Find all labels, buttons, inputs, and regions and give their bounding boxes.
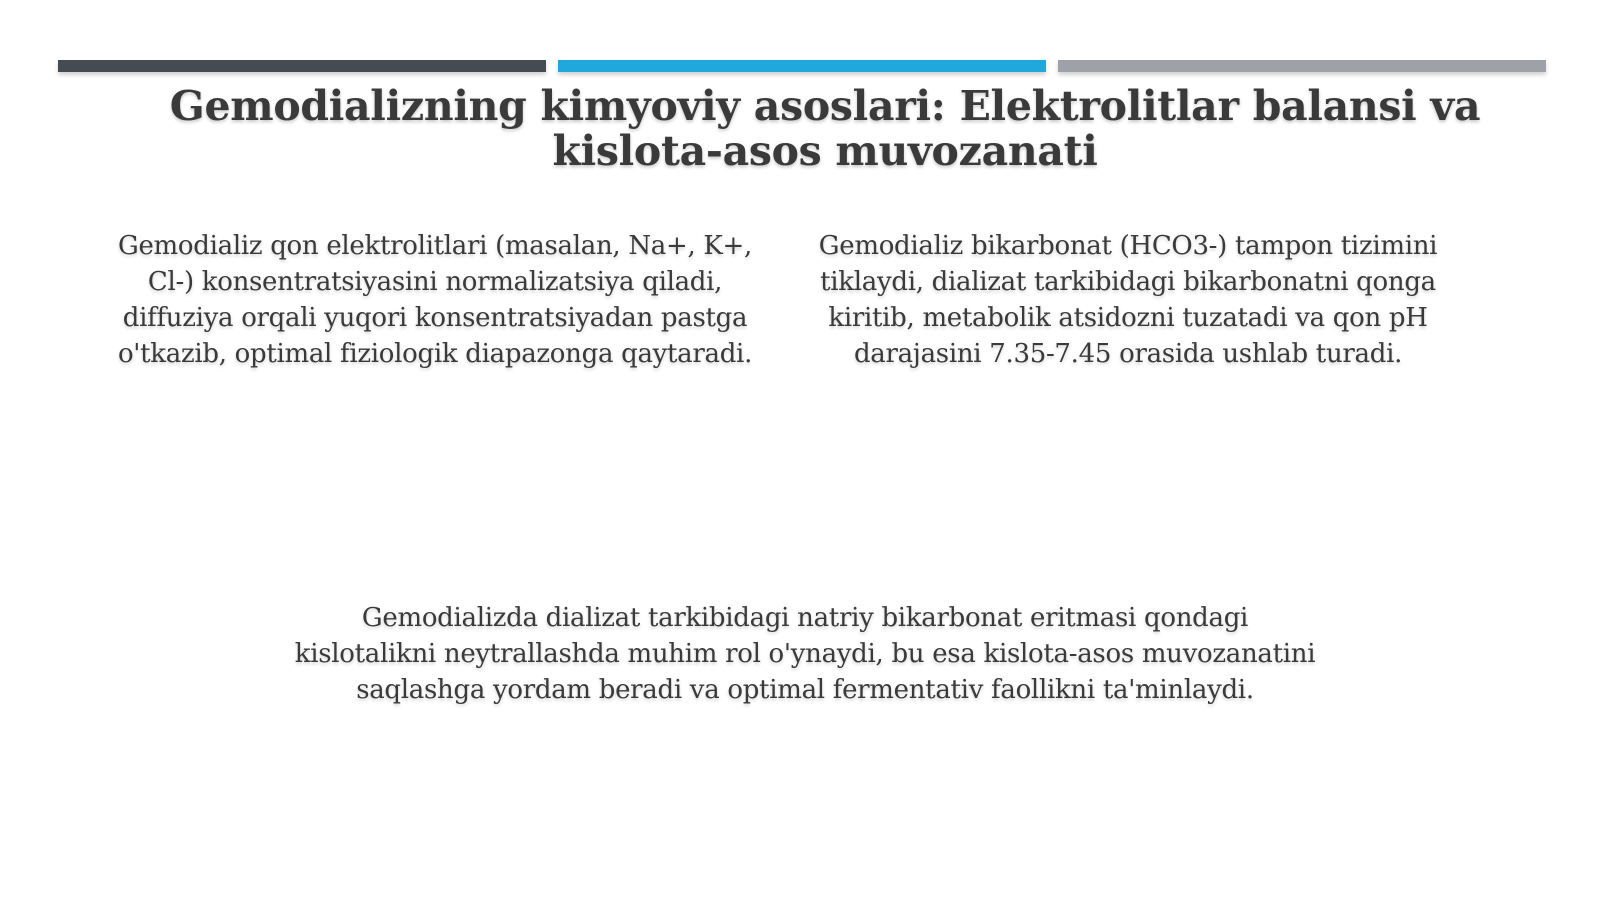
accent-bar-blue bbox=[558, 60, 1046, 72]
acid-base-paragraph: Gemodializda dializat tarkibidagi natriy bikarbonat eritmasi qondagi kislotalikni neytrallashda muhim rol o'ynaydi, bu esa kislota-asos muvozanatini saqlashga yordam beradi va optimal fermentativ faollikni ta'minlaydi. bbox=[294, 603, 1316, 705]
bicarbonate-paragraph: Gemodializ bikarbonat (HCO3-) tampon tizimini tiklaydi, dializat tarkibidagi bikarbonatni qonga kiritib, metabolik atsidozni tuzatadi va qon pH darajasini 7.35-7.45 orasida ushlab turadi. bbox=[818, 231, 1438, 369]
accent-bar-dark bbox=[58, 60, 546, 72]
accent-bar-gray bbox=[1058, 60, 1546, 72]
slide-title: Gemodializning kimyoviy asoslari: Elektrolitlar balansi va kislota-asos muvozanati bbox=[169, 82, 1481, 175]
electrolyte-paragraph: Gemodializ qon elektrolitlari (masalan, Na+, K+, Cl-) konsentratsiyasini normalizatsiya qiladi, diffuziya orqali yuqori konsentratsiyadan pastga o'tkazib, optimal fiziologik diapazonga qaytaradi. bbox=[117, 231, 753, 369]
